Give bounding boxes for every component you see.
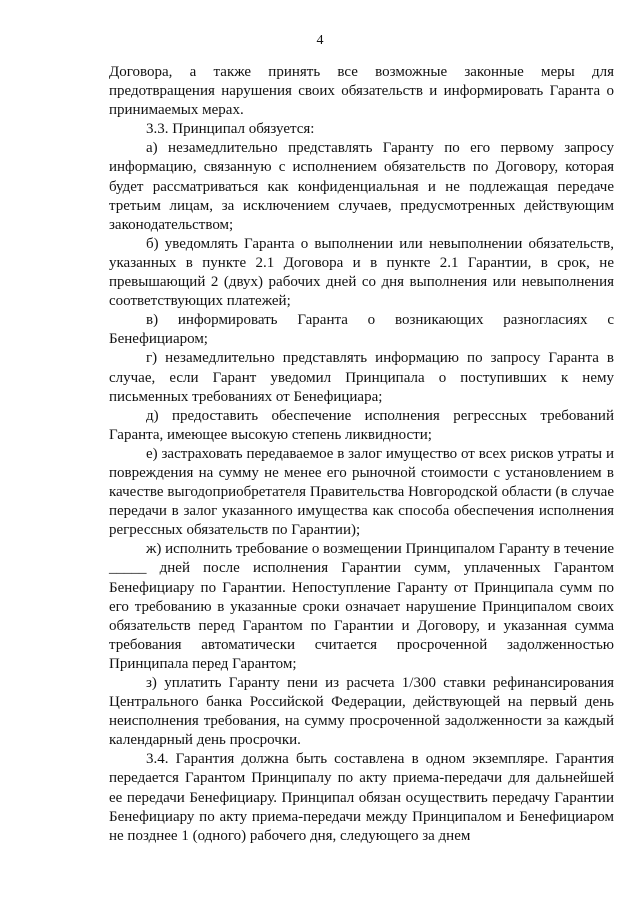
section-3-4: 3.4. Гарантия должна быть составлена в одном экземпляре. Гарантия передается Гарантом Принципалу по акту приема-передачи для дальнейшей ее передачи Бенефициару. Принципал обязан осуществить передачу Гарантии Бенефициару по акту приема-передачи между Принципалом и Бенефициаром не позднее 1 (одного) рабочего дня, следующего за днем [109,751,614,844]
clause-g: г) незамедлительно представлять информацию по запросу Гаранта в случае, если Гарант уведомил Принципала о поступивших к нему письменных требованиях от Бенефициара; [109,350,614,405]
paragraph-continuation: Договора, а также принять все возможные законные меры для предотвращения нарушения своих обязательств и информировать Гаранта о принимаемых мерах. [109,64,614,119]
section-3-3-heading: 3.3. Принципал обязуется: [146,121,315,138]
clause-v: в) информировать Гаранта о возникающих разногласиях с Бенефициаром; [109,312,614,348]
clause-z: з) уплатить Гаранту пени из расчета 1/300 ставки рефинансирования Центрального банка Российской Федерации, действующей на первый день неисполнения требования, на сумму просроченной задолженности за каждый календарный день просрочки. [109,675,614,749]
clause-b: б) уведомлять Гаранта о выполнении или невыполнении обязательств, указанных в пункте 2.1 Договора и в пункте 2.1 Гарантии, в срок, не превышающий 2 (двух) рабочих дней со дня выполнения или невыполнения соответствующих платежей; [109,235,614,310]
clause-a: а) незамедлительно представлять Гаранту по его первому запросу информацию, связанную с исполнением обязательств по Договору, которая будет рассматриваться как конфиденциальная и не подлежащая передаче третьим лицам, за исключением случаев, предусмотренных действующим законодательством; [109,140,614,233]
clause-e: е) застраховать передаваемое в залог имущество от всех рисков утраты и повреждения на сумму не менее его рыночной стоимости с установлением в качестве выгодоприобретателя Правительства Новгородской области (в случае передачи в залог указанного имущества как способа обеспечения исполнения регрессных обязательств по Гарантии); [109,445,614,539]
page-number: 4 [316,33,324,48]
clause-zh: ж) исполнить требование о возмещении Принципалом Гаранту в течение _____ дней после исполнения Гарантии сумм, уплаченных Гарантом Бенефициару по Гарантии. Непоступление Гаранту от Принципала сумм по его требованию в указанные сроки означает нарушение Принципалом своих обязательств перед Гарантом по Гарантии и Договору, и указанная сумма требования автоматически считается просроченной задолженностью Принципала перед Гарантом; [109,541,615,672]
clause-d: д) предоставить обеспечение исполнения регрессных требований Гаранта, имеющее высокую степень ликвидности; [109,407,614,443]
document-body [109,63,614,846]
